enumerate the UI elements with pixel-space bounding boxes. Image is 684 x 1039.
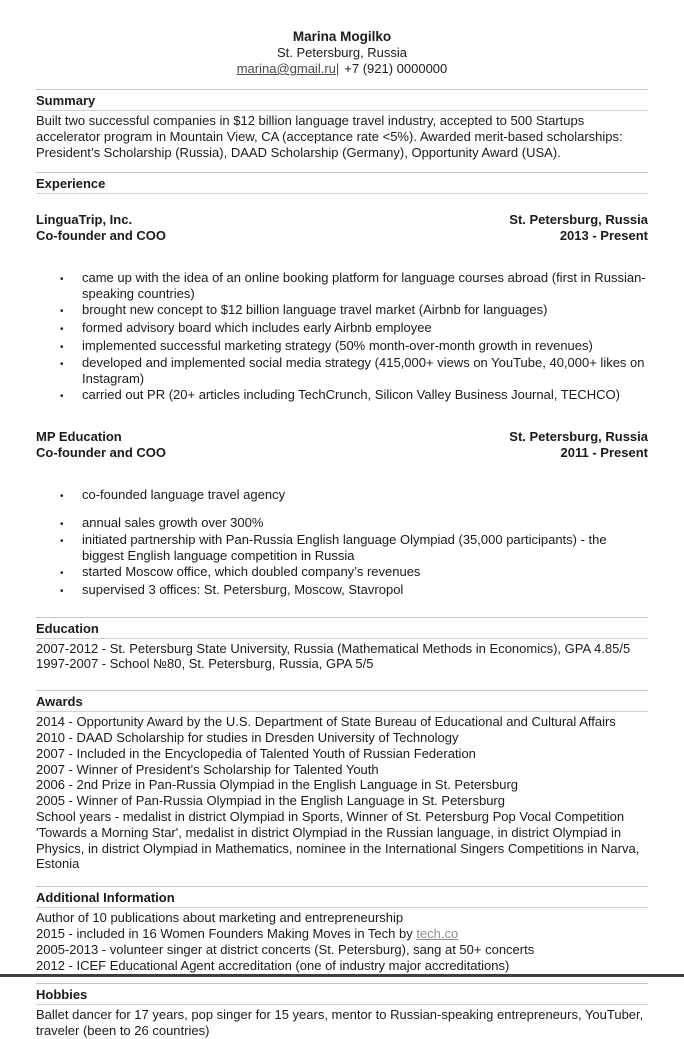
contact-line xyxy=(36,61,648,76)
section-education xyxy=(36,617,648,673)
bullet-text: brought new concept to $12 billion language travel market (Airbnb for languages) xyxy=(82,301,548,317)
job-location: St. Petersburg, Russia xyxy=(509,212,648,228)
award-item: 2014 - Opportunity Award by the U.S. Department of State Bureau of Educational and Cultural Affairs xyxy=(36,714,616,730)
resume-header xyxy=(36,29,648,76)
bullet-icon: • xyxy=(60,585,64,597)
award-item: 2005 - Winner of Pan-Russia Olympiad in the English Language in St. Petersburg xyxy=(36,793,505,809)
bullet-item xyxy=(36,338,648,356)
job-dates: 2013 - Present xyxy=(559,228,648,244)
section-additional-information xyxy=(36,886,648,973)
bullet-item xyxy=(36,564,648,582)
education-item: 2007-2012 - St. Petersburg State University, Russia (Mathematical Methods in Economics), GPA 4.85/5 xyxy=(36,640,631,656)
additional-item xyxy=(36,926,648,942)
section-title-hobbies: Hobbies xyxy=(36,983,648,1005)
section-awards xyxy=(36,690,648,872)
bullet-icon: • xyxy=(60,390,64,402)
award-item: 2006 - 2nd Prize in Pan-Russia Olympiad in the English Language in St. Petersburg xyxy=(36,777,519,793)
job-header-linguatrip xyxy=(36,212,648,244)
bullet-icon: • xyxy=(60,490,64,502)
section-title-education: Education xyxy=(36,617,648,639)
bullet-text: developed and implemented social media strategy (415,000+ views on YouTube, 40,000+ likes on Instagram) xyxy=(82,355,645,387)
bullet-text: formed advisory board which includes early Airbnb employee xyxy=(82,319,432,335)
job-role: Co-founder and COO xyxy=(36,444,166,460)
awards-school-years-note: School years - medalist in district Olympiad in Sports, Winner of St. Petersburg Pop Vocal Competition 'Towards a Morning Star', medalist in district Olympiad in the Russian language, in district Olympiad in Physics, in district Olympiad in Mathematics, nominee in the International Singers Competitions in Narva, Estonia xyxy=(36,808,640,872)
bullet-text: initiated partnership with Pan-Russia English language Olympiad (35,000 participants) - the biggest English language competition in Russia xyxy=(82,532,607,564)
bullet-item xyxy=(36,487,648,505)
job-bullet-list xyxy=(36,487,648,600)
email-link[interactable]: marina@gmail.ru xyxy=(236,61,336,76)
bullet-text: came up with the idea of an online booking platform for language courses abroad (first in Russian-speaking countries) xyxy=(82,270,646,302)
bullet-group-gap xyxy=(36,505,648,515)
bullet-text: co-founded language travel agency xyxy=(82,486,286,502)
contact-separator: | xyxy=(335,61,340,76)
person-name: Marina Mogilko xyxy=(292,29,392,44)
job-dates: 2011 - Present xyxy=(560,444,648,460)
bullet-item xyxy=(36,355,648,387)
bullet-item xyxy=(36,582,648,600)
summary-text: Built two successful companies in $12 billion language travel industry, accepted to 500 Startups accelerator program in Mountain View, CA (acceptance rate <5%). Awarded merit-based scholarships: President’s Scholarship (Russia), DAAD Scholarship (Germany), Opportunity Award (USA). xyxy=(36,113,623,160)
additional-item-text: 2015 - included in 16 Women Founders Making Moves in Tech by xyxy=(36,925,417,941)
bullet-text: carried out PR (20+ articles including TechCrunch, Silicon Valley Business Journal, TECHCO) xyxy=(82,386,620,402)
bullet-icon: • xyxy=(60,341,64,353)
bullet-icon: • xyxy=(60,305,64,317)
job-company: LinguaTrip, Inc. xyxy=(36,212,133,228)
bullet-icon: • xyxy=(60,323,64,335)
section-hobbies xyxy=(36,983,648,1039)
section-summary xyxy=(36,89,648,160)
job-location: St. Petersburg, Russia xyxy=(509,428,648,444)
section-title-summary: Summary xyxy=(36,89,648,111)
additional-item: 2012 - ICEF Educational Agent accreditation (one of industry major accreditations) xyxy=(36,957,510,973)
job-header-mp-education xyxy=(36,429,648,461)
job-role: Co-founder and COO xyxy=(36,228,166,244)
page-bottom-edge xyxy=(0,974,684,977)
bullet-item xyxy=(36,320,648,338)
bullet-text: annual sales growth over 300% xyxy=(82,514,264,530)
bullet-icon: • xyxy=(60,274,64,286)
person-location: St. Petersburg, Russia xyxy=(276,45,408,60)
bullet-text: supervised 3 offices: St. Petersburg, Moscow, Stavropol xyxy=(82,581,404,597)
bullet-item xyxy=(36,532,648,564)
bullet-icon: • xyxy=(60,518,64,530)
education-item: 1997-2007 - School №80, St. Petersburg, Russia, GPA 5/5 xyxy=(36,656,374,672)
bullet-icon: • xyxy=(60,359,64,371)
bullet-icon: • xyxy=(60,567,64,579)
award-item: 2007 - Included in the Encyclopedia of Talented Youth of Russian Federation xyxy=(36,745,476,761)
section-title-experience: Experience xyxy=(36,172,648,194)
award-item: 2010 - DAAD Scholarship for studies in Dresden University of Technology xyxy=(36,729,459,745)
section-title-awards: Awards xyxy=(36,690,648,712)
job-bullet-list xyxy=(36,270,648,404)
bullet-item xyxy=(36,515,648,533)
section-experience xyxy=(36,172,648,599)
bullet-text: started Moscow office, which doubled company’s revenues xyxy=(82,563,421,579)
job-company: MP Education xyxy=(36,428,122,444)
additional-item: Author of 10 publications about marketing and entrepreneurship xyxy=(36,910,404,926)
award-item: 2007 - Winner of President's Scholarship for Talented Youth xyxy=(36,761,379,777)
hobbies-text: Ballet dancer for 17 years, pop singer for 15 years, mentor to Russian-speaking entrepreneurs, YouTuber, traveler (been to 26 countries) xyxy=(36,1007,644,1039)
phone-number: +7 (921) 0000000 xyxy=(344,61,448,76)
bullet-icon: • xyxy=(60,536,64,548)
bullet-text: implemented successful marketing strategy (50% month-over-month growth in revenues) xyxy=(82,337,593,353)
section-title-additional-information: Additional Information xyxy=(36,886,648,908)
bullet-item xyxy=(36,270,648,302)
tech-co-link[interactable]: tech.co xyxy=(416,925,459,941)
additional-item: 2005-2013 - volunteer singer at district concerts (St. Petersburg), sang at 50+ concerts xyxy=(36,941,535,957)
bullet-item xyxy=(36,387,648,405)
bullet-item xyxy=(36,302,648,320)
